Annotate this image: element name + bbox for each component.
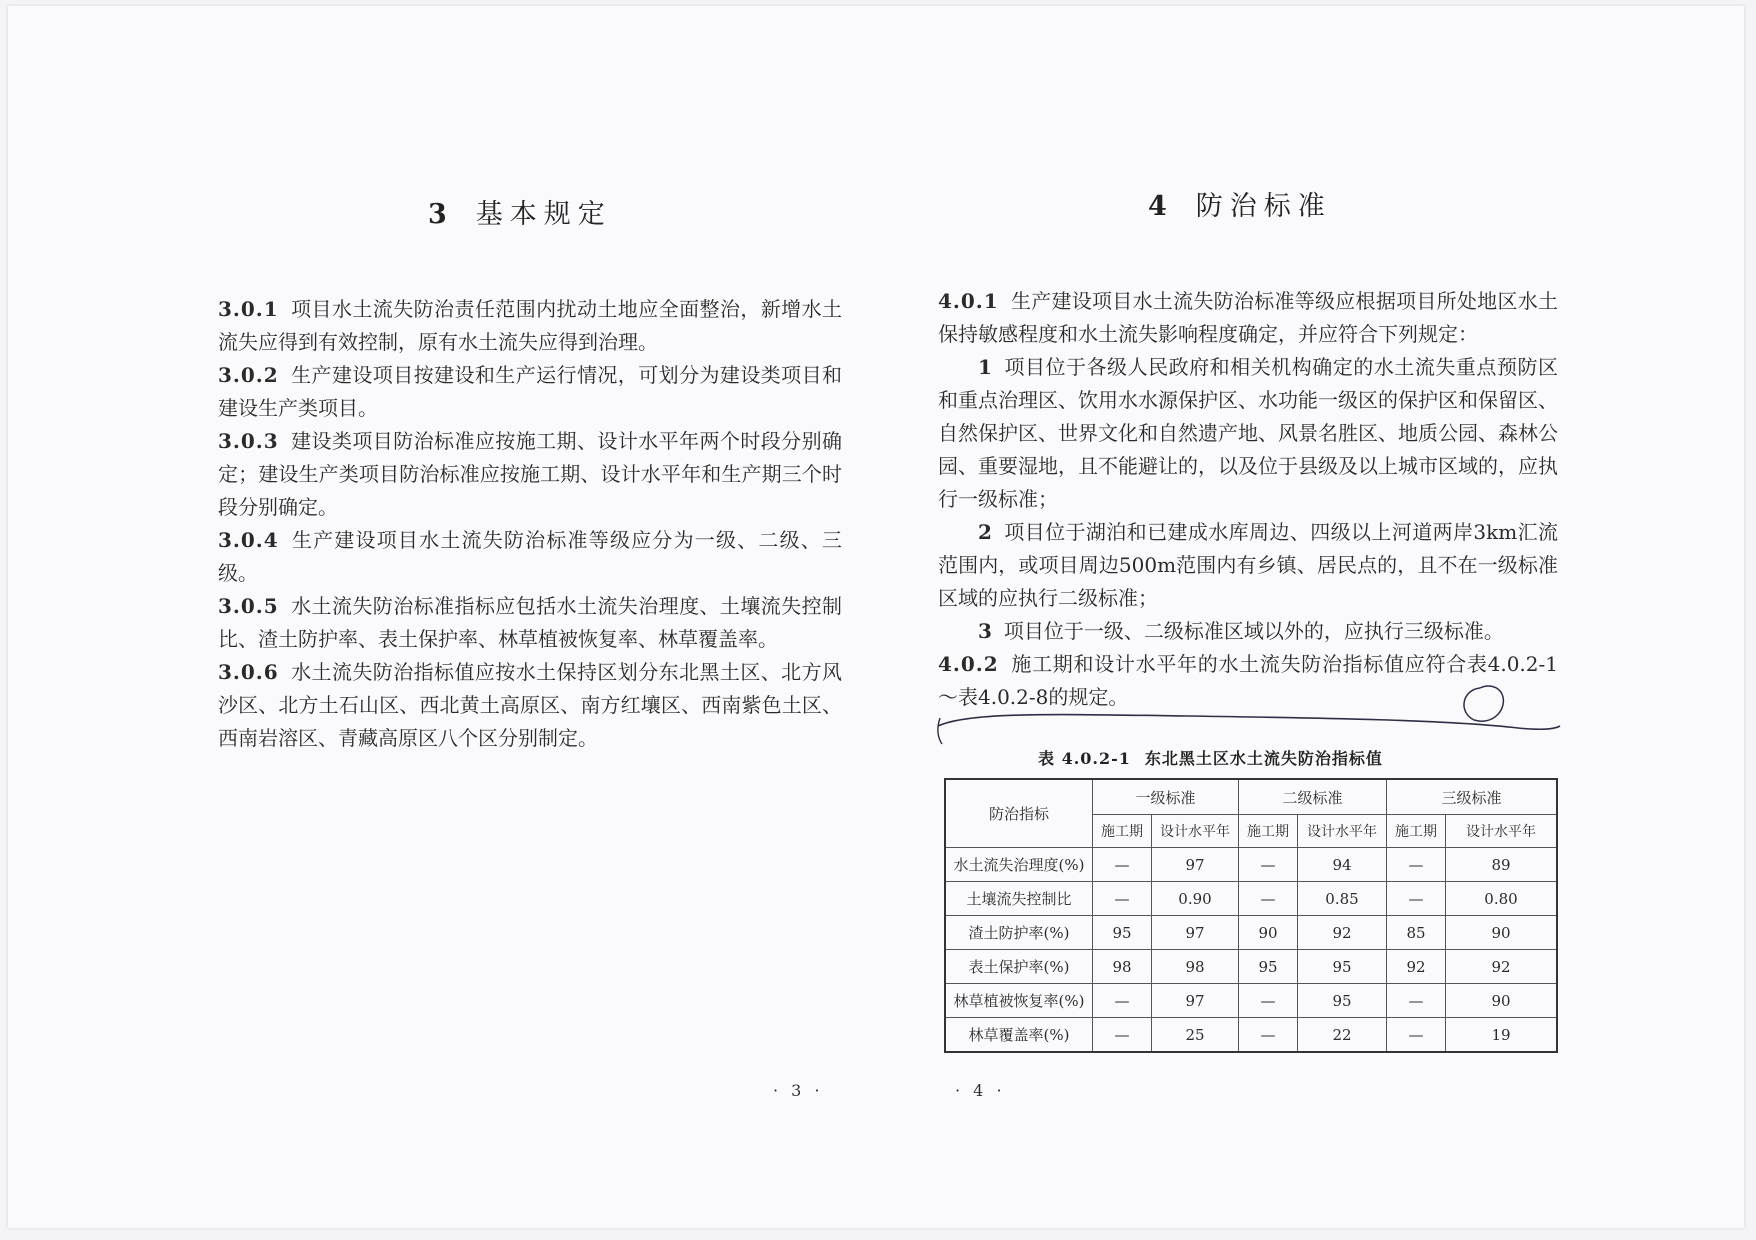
table-cell: 19: [1446, 1018, 1558, 1053]
table-cell: 90: [1446, 916, 1558, 950]
chapter-number: 4: [1148, 191, 1174, 222]
table-cell: 0.90: [1152, 882, 1239, 916]
table-cell: 0.80: [1446, 882, 1558, 916]
clause-item-2: [938, 516, 1558, 615]
row-label: 林草覆盖率(%): [945, 1018, 1093, 1053]
chapter-4-body: [938, 285, 1558, 714]
header-group-1: 一级标准: [1093, 779, 1239, 815]
table-cell: 95: [1298, 950, 1387, 984]
page-number: · 4 ·: [955, 1081, 1006, 1100]
clause-number: 3.0.1: [218, 297, 279, 321]
item-number: 3: [978, 619, 992, 643]
clause-number: 4.0.2: [938, 652, 999, 676]
table-cell: 98: [1093, 950, 1152, 984]
clause-text: 生产建设项目水土流失防治标准等级应根据项目所处地区水土保持敏感程度和水土流失影响程度确定，并应符合下列规定：: [938, 289, 1558, 346]
table-cell: —: [1093, 882, 1152, 916]
row-label: 渣土防护率(%): [945, 916, 1093, 950]
table-title-text: 东北黑土区水土流失防治指标值: [1144, 749, 1383, 768]
clause-number: 3.0.2: [218, 363, 279, 387]
subheader-cell: 施工期: [1239, 815, 1298, 848]
chapter-3-body: [218, 293, 842, 755]
item-text: 项目位于各级人民政府和相关机构确定的水土流失重点预防区和重点治理区、饮用水水源保护区、水功能一级区的保护区和保留区、自然保护区、世界文化和自然遗产地、风景名胜区、地质公园、森林公园、重要湿地，且不能避让的，以及位于县级及以上城市区域的，应执行一级标准；: [938, 355, 1558, 511]
subheader-cell: 设计水平年: [1446, 815, 1558, 848]
table-cell: 95: [1093, 916, 1152, 950]
clause-number: 3.0.6: [218, 660, 279, 684]
table-cell: 89: [1446, 848, 1558, 882]
table-cell: —: [1239, 848, 1298, 882]
item-number: 1: [978, 355, 992, 379]
table-cell: —: [1387, 848, 1446, 882]
clause-text: 水土流失防治标准指标应包括水土流失治理度、土壤流失控制比、渣土防护率、表土保护率、林草植被恢复率、林草覆盖率。: [218, 594, 842, 651]
table-cell: 92: [1387, 950, 1446, 984]
page-number: · 3 ·: [773, 1081, 824, 1100]
table-row: [945, 1018, 1557, 1053]
table-cell: 22: [1298, 1018, 1387, 1053]
subheader-cell: 施工期: [1387, 815, 1446, 848]
header-index-cell: 防治指标: [945, 779, 1093, 848]
subheader-cell: 设计水平年: [1298, 815, 1387, 848]
table-cell: 95: [1298, 984, 1387, 1018]
table-cell: 92: [1446, 950, 1558, 984]
subheader-cell: 设计水平年: [1152, 815, 1239, 848]
scanned-sheet: [8, 6, 1744, 1228]
clause-3-0-3: [218, 425, 842, 524]
clause-text: 生产建设项目水土流失防治标准等级应分为一级、二级、三级。: [218, 528, 842, 585]
table-cell: 97: [1152, 848, 1239, 882]
item-text: 项目位于湖泊和已建成水库周边、四级以上河道两岸3km汇流范围内，或项目周边500m范围内有乡镇、居民点的，且不在一级标准区域的应执行二级标准；: [938, 520, 1558, 610]
table-cell: 90: [1239, 916, 1298, 950]
chapter-title-text: 防治标准: [1195, 191, 1332, 222]
clause-item-3: [938, 615, 1558, 648]
clause-number: 3.0.5: [218, 594, 279, 618]
table-cell: —: [1387, 882, 1446, 916]
table-cell: —: [1239, 984, 1298, 1018]
row-label: 土壤流失控制比: [945, 882, 1093, 916]
clause-text: 建设类项目防治标准应按施工期、设计水平年两个时段分别确定；建设生产类项目防治标准应按施工期、设计水平年和生产期三个时段分别确定。: [218, 429, 842, 519]
table-number: 表 4.0.2-1: [1038, 749, 1131, 768]
table-header-row: [945, 779, 1557, 815]
header-group-3: 三级标准: [1387, 779, 1558, 815]
table-row: [945, 882, 1557, 916]
table-cell: —: [1093, 1018, 1152, 1053]
clause-3-0-6: [218, 656, 842, 755]
chapter-4-title: [1148, 184, 1332, 223]
clause-number: 3.0.4: [218, 528, 279, 552]
table-cell: 90: [1446, 984, 1558, 1018]
table-cell: 97: [1152, 984, 1239, 1018]
clause-number: 4.0.1: [938, 289, 999, 313]
table-cell: —: [1387, 1018, 1446, 1053]
clause-text: 施工期和设计水平年的水土流失防治指标值应符合表4.0.2-1～表4.0.2-8的规定。: [938, 652, 1558, 709]
table-cell: 25: [1152, 1018, 1239, 1053]
table-cell: 85: [1387, 916, 1446, 950]
row-label: 水土流失治理度(%): [945, 848, 1093, 882]
chapter-3-title: [428, 192, 612, 231]
clause-3-0-5: [218, 590, 842, 656]
header-group-2: 二级标准: [1239, 779, 1387, 815]
clause-item-1: [938, 351, 1558, 516]
table-cell: 94: [1298, 848, 1387, 882]
table-cell: —: [1239, 1018, 1298, 1053]
item-number: 2: [978, 520, 992, 544]
table-caption: [1038, 746, 1383, 769]
table-cell: 95: [1239, 950, 1298, 984]
clause-3-0-4: [218, 524, 842, 590]
table-cell: 97: [1152, 916, 1239, 950]
table-cell: —: [1093, 848, 1152, 882]
clause-text: 生产建设项目按建设和生产运行情况，可划分为建设类项目和建设生产类项目。: [218, 363, 842, 420]
standards-table: [944, 778, 1558, 1053]
row-label: 表土保护率(%): [945, 950, 1093, 984]
table-row: [945, 984, 1557, 1018]
table-row: [945, 950, 1557, 984]
clause-number: 3.0.3: [218, 429, 279, 453]
clause-text: 水土流失防治指标值应按水土保持区划分东北黑土区、北方风沙区、北方土石山区、西北黄土高原区、南方红壤区、西南紫色土区、西南岩溶区、青藏高原区八个区分别制定。: [218, 660, 842, 750]
row-label: 林草植被恢复率(%): [945, 984, 1093, 1018]
item-text: 项目位于一级、二级标准区域以外的，应执行三级标准。: [1003, 619, 1504, 643]
chapter-number: 3: [428, 199, 454, 230]
subheader-cell: 施工期: [1093, 815, 1152, 848]
clause-4-0-2: [938, 648, 1558, 714]
table-cell: 0.85: [1298, 882, 1387, 916]
table-cell: —: [1093, 984, 1152, 1018]
clause-4-0-1: [938, 285, 1558, 351]
table-cell: —: [1239, 882, 1298, 916]
chapter-title-text: 基本规定: [475, 199, 612, 230]
table-cell: 98: [1152, 950, 1239, 984]
clause-3-0-1: [218, 293, 842, 359]
table-row: [945, 916, 1557, 950]
table-cell: 92: [1298, 916, 1387, 950]
clause-text: 项目水土流失防治责任范围内扰动土地应全面整治，新增水土流失应得到有效控制，原有水土流失应得到治理。: [218, 297, 842, 354]
table-cell: —: [1387, 984, 1446, 1018]
clause-3-0-2: [218, 359, 842, 425]
table-row: [945, 848, 1557, 882]
